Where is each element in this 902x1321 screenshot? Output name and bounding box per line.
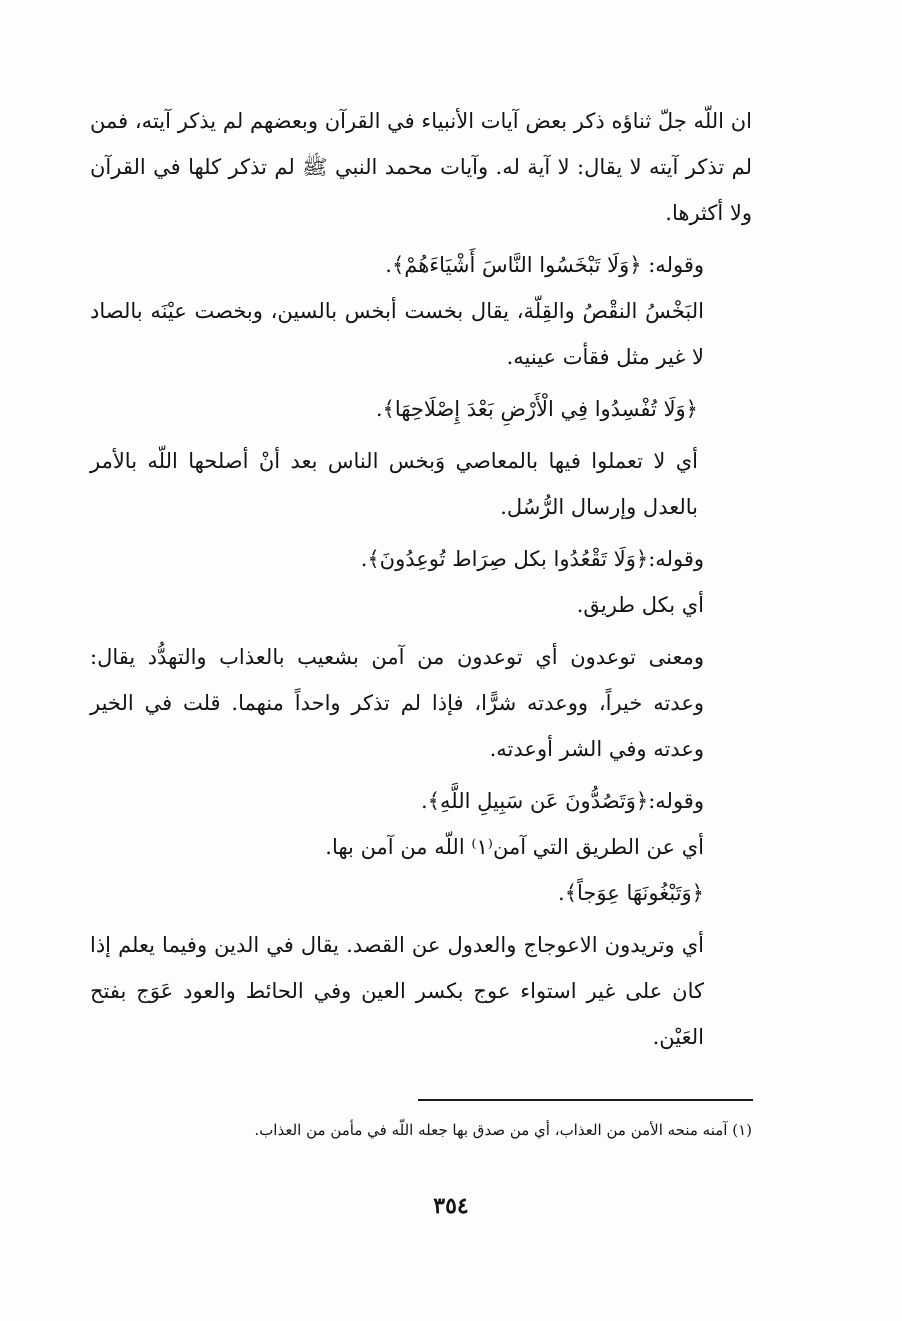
paragraph-tariq-amin: أي عن الطريق التي آمن⁽١⁾ اللّه من آمن بها. (325, 835, 704, 859)
verse-line-bakhs: وقوله: ﴿وَلَا تَبْخَسُوا النَّاسَ أَشْيَاءَهُمْ﴾. (385, 253, 704, 277)
main-text (90, 98, 752, 1060)
paragraph-intro: ان اللّه جلّ ثناؤه ذكر بعض آيات الأنبياء في القرآن وبعضهم لم يذكر آيته، فمن لم تذكر آيته لا يقال: لا آية له. وآيات محمد النبي ﷺ لم تذكر كلها في القرآن ولا أكثرها. (90, 109, 752, 225)
paragraph-bakhs-meaning: البَخْسُ النقْصُ والقِلّة، يقال بخست أبخس بالسين، وبخصت عيْنَه بالصاد لا غير مثل فقأت عينيه. (90, 299, 704, 369)
verse-line-qu-ud: وقوله:﴿وَلَا تَقْعُدُوا بكل صِرَاط تُوعِدُونَ﴾. (360, 547, 704, 571)
footnote-divider (418, 1099, 753, 1101)
page-number: ٣٥٤ (433, 1193, 469, 1219)
paragraph-tariq: أي بكل طريق. (576, 593, 704, 617)
footnote: (١) آمنه منحه الأمن من العذاب، أي من صدق بها جعله اللّه في مأمن من العذاب. (254, 1121, 752, 1139)
paragraph-tu-idun: ومعنى توعدون أي توعدون من آمن بشعيب بالعذاب والتهدُّد يقال: وعدته خيراً، ووعدته شرًّا، فإذا لم تذكر واحداً منهما. قلت في الخير وعدته وفي الشر أوعدته. (90, 645, 704, 761)
verse-line-iwaj: ﴿وَتَبْغُونَهَا عِوَجاً﴾. (558, 881, 704, 905)
paragraph-iwaj-meaning: أي وتريدون الاعوجاج والعدول عن القصد. يقال في الدين وفيما يعلم إذا كان على غير استواء عوج بكسر العين وفي الحائط والعود عَوَج بفتح العَيْن. (90, 933, 704, 1049)
verse-line-sadd: وقوله:﴿وَتَصُدُّونَ عَن سَبِيلِ اللَّهِ﴾. (421, 789, 704, 813)
paragraph-fasad-meaning: أي لا تعملوا فيها بالمعاصي وَبخس الناس بعد أنْ أصلحها اللّه بالأمر بالعدل وإرسال الرُّسُل. (90, 449, 698, 519)
verse-line-fasad: ﴿وَلَا تُفْسِدُوا فِي الْأَرْضِ بَعْدَ إِصْلَاحِهَا﴾. (375, 397, 698, 421)
